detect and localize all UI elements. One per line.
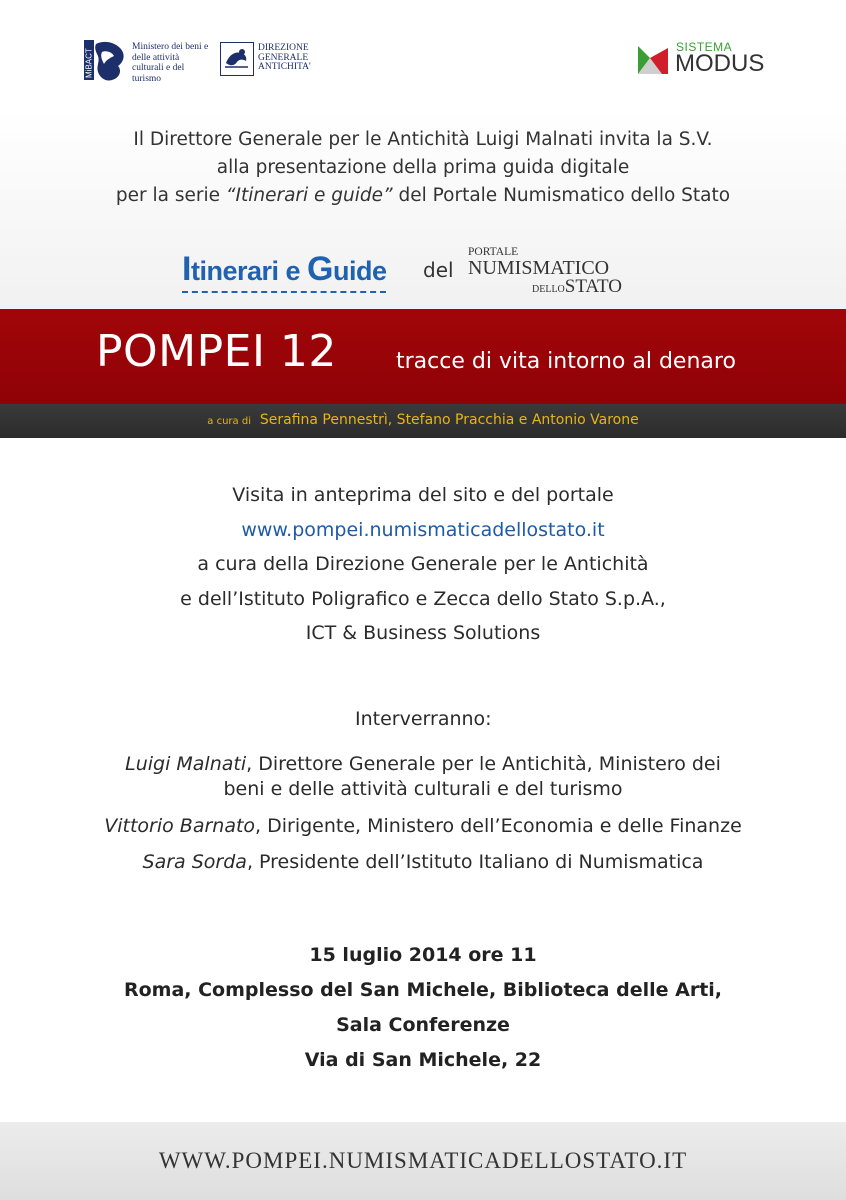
visit-line-1: Visita in anteprima del sito e del portale: [232, 484, 614, 506]
sistema-modus-logo: [638, 42, 778, 76]
preview-info: [0, 478, 846, 651]
event-place-2: Sala Conferenze: [336, 1014, 510, 1036]
itinerari-e-guide-logo: Itinerari e Guide: [182, 250, 386, 293]
event-address: Via di San Michele, 22: [304, 1049, 542, 1071]
event-title: POMPEI 12: [96, 326, 337, 377]
event-subtitle: tracce di vita intorno al denaro: [396, 349, 736, 374]
speaker-malnati: Luigi Malnati, Direttore Generale per le Antichità, Ministero dei beni e delle attività culturali e del turismo: [125, 753, 721, 800]
dga-name: DIREZIONE GENERALE ANTICHITA': [258, 43, 311, 72]
visit-line-3: a cura della Direzione Generale per le Antichità: [197, 553, 649, 575]
intro-line-1: Il Direttore Generale per le Antichità Luigi Malnati invita la S.V.: [133, 129, 713, 150]
curator-line: a cura di Serafina Pennestrì, Stefano Pracchia e Antonio Varone: [207, 412, 639, 428]
intro-line-2: alla presentazione della prima guida digitale: [216, 157, 630, 178]
modus-wordmark: MODUS: [675, 50, 765, 77]
intro-line-3: per la serie “Itinerari e guide” del Portale Numismatico dello Stato: [115, 185, 731, 206]
speakers-list: [0, 752, 846, 886]
mibac-name: Ministero dei beni e delle attività culturali e del turismo: [132, 42, 209, 84]
speakers-heading: Interverranno:: [355, 708, 492, 730]
series-logos-row: [0, 232, 846, 302]
visit-line-5: ICT & Business Solutions: [305, 622, 541, 644]
website-link[interactable]: www.pompei.numismaticadellostato.it: [241, 518, 605, 541]
modus-flag-icon: [638, 44, 668, 74]
del-connector: del: [423, 258, 454, 282]
dga-logo-icon: [220, 42, 254, 76]
visit-line-4: e dell’Istituto Poligrafico e Zecca dello Stato S.p.A.,: [180, 587, 666, 610]
event-place-1: Roma, Complesso del San Michele, Biblioteca delle Arti,: [123, 979, 723, 1001]
ministry-logos: [84, 38, 338, 86]
invitation-intro: [0, 126, 846, 210]
footer-website-link[interactable]: WWW.POMPEI.NUMISMATICADELLOSTATO.IT: [158, 1148, 688, 1173]
speaker-sorda: Sara Sorda, Presidente dell’Istituto Italiano di Numismatica: [142, 851, 704, 873]
event-date: 15 luglio 2014 ore 11: [309, 944, 537, 966]
speaker-barnato: Vittorio Barnato, Dirigente, Ministero dell’Economia e delle Finanze: [104, 815, 742, 837]
mibac-logo-icon: [84, 38, 130, 84]
event-details: [0, 938, 846, 1078]
portale-numismatico-logo: PORTALE NUMISMATICO DELLOSTATO: [468, 246, 623, 297]
modus-sistema-label: SISTEMA: [676, 40, 733, 54]
mibac-abbr: MiBACT: [84, 48, 94, 78]
